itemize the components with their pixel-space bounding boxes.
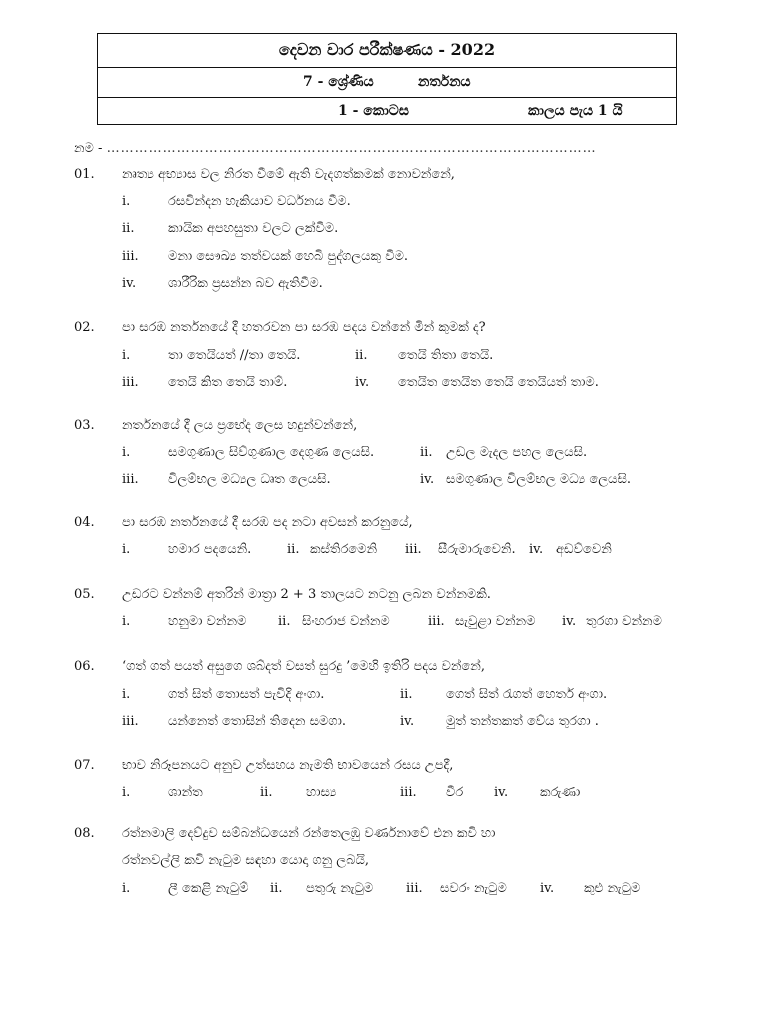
option-text: ශාරීරික ප්‍රසන්න බව ඇතිවීම. xyxy=(168,276,323,291)
option-text: වීර xyxy=(446,785,464,800)
question-number: 08. xyxy=(74,826,95,841)
option-text: විලම්භල මධ්‍යල ධෘත ලෙයසි. xyxy=(168,472,331,487)
option-text: මනා සෞඛ්‍ය තත්වයක් හෙබි පුද්ගලයකු වීම. xyxy=(168,249,409,264)
option-number: iii. xyxy=(122,375,139,390)
option-text: හාස්‍ය xyxy=(306,785,337,800)
question-number: 05. xyxy=(74,587,95,602)
question-number: 07. xyxy=(74,758,95,773)
option-text: මුත් තන්තකත් වේය තුරගා . xyxy=(446,714,599,729)
option-text: ශාන්ත xyxy=(168,785,203,800)
option-number: i. xyxy=(122,614,131,629)
option-number: i. xyxy=(122,881,131,896)
question-text: භාව නිරූපනයට අනුව උත්සහය නැමති භාවයෙන් රසය උපදී, xyxy=(122,758,454,773)
option-text: කරුණා xyxy=(540,785,581,800)
option-number: iv. xyxy=(529,542,544,557)
option-number: iii. xyxy=(400,785,417,800)
question-text: නර්තනයේ දී ලය ප්‍රභේද ලෙස හදුන්වන්නේ, xyxy=(122,418,358,433)
option-text: අඩව්වෙනි xyxy=(556,542,612,557)
option-number: i. xyxy=(122,687,131,702)
question-number: 03. xyxy=(74,418,95,433)
header-title-row xyxy=(98,34,676,68)
option-number: ii. xyxy=(270,881,283,896)
option-number: ii. xyxy=(355,348,368,363)
time-label: කාලය පැය 1 යි xyxy=(528,103,623,119)
option-number: iv. xyxy=(122,276,137,291)
option-text: ගෙත් සිත් රැගත් හෙර්ත අංගා. xyxy=(446,687,608,702)
option-number: ii. xyxy=(400,687,413,702)
option-number: iv. xyxy=(400,714,415,729)
option-text: සමගුණාල සිව්ගුණාල දෙගුණ ලෙයසි. xyxy=(168,445,375,460)
option-text: උඩල මැදල පහල ලෙයසි. xyxy=(446,445,588,460)
option-text: සවරං නැටුම xyxy=(440,881,507,896)
option-number: ii. xyxy=(287,542,300,557)
option-text: සමගුණාල විලම්භල මධ්‍ය ලෙයසි. xyxy=(446,472,631,487)
option-text: හමාර පදයෙනි. xyxy=(168,542,252,557)
question-text: නෘත්‍ය අභ්‍යාස වල නිරත වීමේ ඇති වැදගත්කමක් නොවන්නේ, xyxy=(122,167,455,182)
option-text: සිංහරාජ වන්නම xyxy=(302,614,390,629)
header-part-row xyxy=(98,98,676,126)
name-field xyxy=(74,141,664,156)
option-text: රසවින්දන හැකියාව වර්ධනය වීම. xyxy=(168,194,351,209)
option-number: ii. xyxy=(122,221,135,236)
question-text: රත්නමාලි දෙව්දුව සම්බන්ධයෙන් රන්තෙලඹු වර්ණනාවේ එන කවි හා xyxy=(122,826,496,841)
name-label: නම - xyxy=(74,141,103,156)
question-number: 01. xyxy=(74,167,95,182)
option-text: තුරගා වන්නම xyxy=(586,614,662,629)
option-number: i. xyxy=(122,542,131,557)
option-text: තා තෙයියත් //තා තෙයි. xyxy=(168,348,301,363)
name-dotted-line: …………………………………………………………………………………………… xyxy=(106,141,597,156)
option-text: හනුමා වන්නම xyxy=(168,614,247,629)
subject-label: නර්තනය xyxy=(418,74,471,90)
option-text: තෙයි කිත තෙයි තාම්. xyxy=(168,375,288,390)
option-text: තෙයි තිතා තෙයි. xyxy=(398,348,494,363)
option-number: iv. xyxy=(540,881,555,896)
option-number: i. xyxy=(122,194,131,209)
question-number: 02. xyxy=(74,320,95,335)
option-text: යන්නෙත් තොසින් තිදෙන සමගා. xyxy=(168,714,346,729)
option-number: iv. xyxy=(420,472,435,487)
option-number: iv. xyxy=(494,785,509,800)
option-number: iv. xyxy=(355,375,370,390)
question-number: 04. xyxy=(74,515,95,530)
exam-header xyxy=(97,33,677,125)
option-number: iii. xyxy=(122,472,139,487)
option-text: කුළු නැටුම xyxy=(584,881,641,896)
option-text: පතුරු නැටුම xyxy=(306,881,374,896)
option-number: iii. xyxy=(405,542,422,557)
option-text: සැවුළා වන්නම xyxy=(455,614,536,629)
option-number: i. xyxy=(122,445,131,460)
option-text: ගත් සිත් තොසත් පැවිදි අංගා. xyxy=(168,687,325,702)
question-text: පා සරඹ නර්තනයේ දී හතරවන පා සරඹ පදය වන්නේ මින් කුමක් ද? xyxy=(122,320,486,335)
option-text: ලී කෙළි නැටුම් xyxy=(168,881,249,896)
option-number: ii. xyxy=(420,445,433,460)
option-number: iii. xyxy=(122,249,139,264)
option-text: කස්තිරමෙනි xyxy=(310,542,378,557)
option-text: සීරුමාරුවෙනි. xyxy=(438,542,516,557)
option-number: iv. xyxy=(562,614,577,629)
option-number: i. xyxy=(122,785,131,800)
header-grade-row xyxy=(98,68,676,98)
question-text-continued: රත්නවල්ලි කවි නැටුම සඳහා යොදා ගනු ලබයි, xyxy=(122,853,370,868)
grade-label: 7 - ශ්‍රේණිය xyxy=(303,74,374,90)
option-number: ii. xyxy=(260,785,273,800)
part-label: 1 - කොටස xyxy=(338,103,409,119)
option-text: තෙයිත තෙයිත තෙයි තෙයියත් තාම. xyxy=(398,375,599,390)
option-number: iii. xyxy=(428,614,445,629)
option-number: ii. xyxy=(278,614,291,629)
question-text: පා සරඹ නර්තනයේ දී සරඹ පද නටා අවසන් කරනුයේ, xyxy=(122,515,413,530)
option-text: කායික අපහසුතා වලට ලක්වීම. xyxy=(168,221,339,236)
question-number: 06. xyxy=(74,659,95,674)
option-number: iii. xyxy=(406,881,423,896)
question-text: උඩරට වන්නම් අතරින් මාත්‍රා 2 + 3 තාලයට නටනු ලබන වන්නමකි. xyxy=(122,587,491,602)
question-text: ‘ගත් ගත් පයත් අසුගෙ ශබ්දත් වසත් සුරදු ’මෙහි ඉතිරි පදය වන්නේ, xyxy=(122,659,485,674)
option-number: i. xyxy=(122,348,131,363)
option-number: iii. xyxy=(122,714,139,729)
exam-title: දෙවන වාර පරීක්ෂණය - 2022 xyxy=(278,40,496,59)
